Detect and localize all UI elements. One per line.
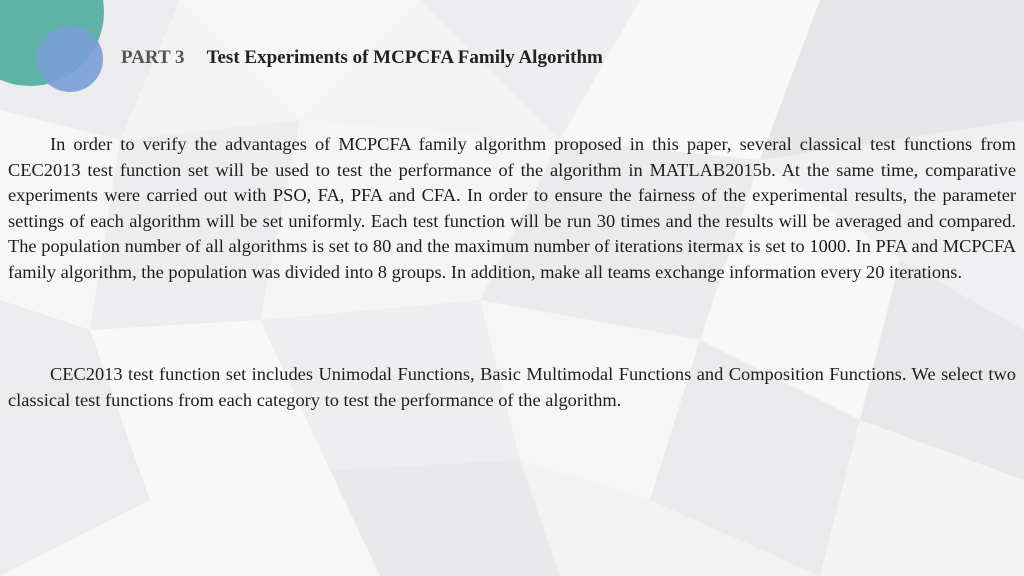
body-paragraph-2: CEC2013 test function set includes Unimodal Functions, Basic Multimodal Functions and Composition Functions. We select two classical test functions from each category to test the performance of the algorithm.	[8, 364, 1016, 410]
decorative-circles	[0, 0, 130, 110]
part-label: PART 3	[121, 47, 185, 68]
slide-title: Test Experiments of MCPCFA Family Algorithm	[206, 47, 603, 68]
blue-circle-shape	[37, 26, 103, 92]
body-paragraph-1: In order to verify the advantages of MCPCFA family algorithm proposed in this paper, several classical test functions from CEC2013 test function set will be used to test the performance of the algorithm in MATLAB2015b. At the same time, comparative experiments were carried out with PSO, FA, PFA and CFA. In order to ensure the fairness of the experimental results, the parameter settings of each algorithm will be set uniformly. Each test function will be run 30 times and the results will be averaged and compared. The population number of all algorithms is set to 80 and the maximum number of iterations itermax is set to 1000. In PFA and MCPCFA family algorithm, the population was divided into 8 groups. In addition, make all teams exchange information every 20 iterations.	[8, 134, 1016, 282]
slide-header	[121, 47, 603, 69]
